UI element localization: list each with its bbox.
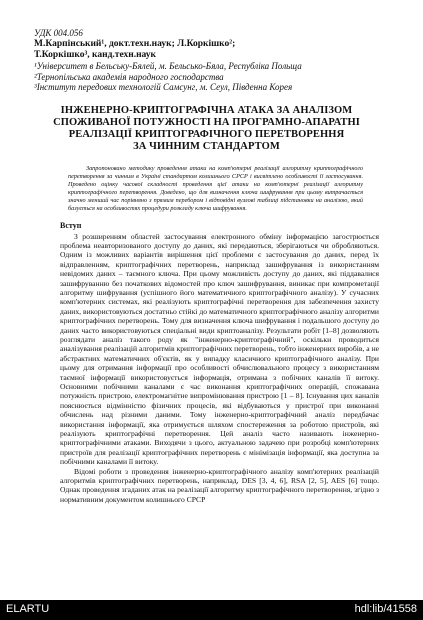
paper-title	[34, 105, 379, 153]
authors-line-1: М.Карпінський¹, докт.техн.наук; Л.Коркішко²;	[34, 39, 236, 49]
paragraph-2: Відомі роботи з проведення інженерно-криптографічного аналізу комп'ютерних реалізацій алгоритмів криптографічних перетворень, наприклад, DES [3, 4, 6], RSA [2, 5], AES [6] тощо. Однак проведення згаданих атак на реалізації алгоритму криптографічного перетворення, згідно з нормативним документом колишнього СРСР	[60, 466, 379, 504]
paragraph-1: З розширенням областей застосування електронного обміну інформацією загострюється проблема неавторизованого доступу до даних, які передаються, зберігаються чи обробляються. Одним із можливих варіантів вирішення цієї проблеми є застосування до даних, перед їх відправленням, криптографічних перетворень, наприклад зашифрування із використанням невідомих даних – таємного ключа. При цьому можливість доступу до даних, які піддавалися зашифруванню без початкових відомостей про ключ зашифрування, виникає при компрометації алгоритму шифрування (успішного його математичного криптографічного аналізу). У сучасних комп'ютерних системах, які реалізують криптографічні перетворення для забезпечення захисту даних, використовуються достатньо стійкі до математичного криптографічного аналізу алгоритми криптографічних перетворень. Тому для визначення ключа шифрування і подальшого доступу до даних часто використовуються спеціальні види криптоаналізу. Результати робіт [1–8] дозволяють розглядати аналіз такого роду як "інженерно-криптографічний", оскільки проводиться аналізування реалізацій алгоритмів криптографічних перетворень, тобто інженерних виробів, а не абстрактних математичних об'єктів, як у випадку класичного криптографічного аналізу. При цьому для отримання інформації про особливості обчислювального процесу з використанням таємної інформації використовується інформація, отримана з побічних каналів її витоку. Основними побічними каналами є час виконання криптографічних операцій, спожавана потужність пристрою, електромагнітне випромінювання пристрою [1 – 8]. Існування цих каналів пояснюється відмінністю фізичних процесів, які відбуваються у пристрої при виконанні обчислень над різними даними. Тому інженерно-криптографічний аналіз передбачає використання інформації, яка отримується шляхом спостереження за роботою пристроїв, які реалізують криптографічні перетворення. Цей аналіз часто називають інженерно-криптографічними атаками. Виходячи з цього, актуальною задачею при розробці комп'ютерних пристроїв для реалізації криптографічних перетворень є мінімізація інформації, яка доступна за побічними каналами її витоку.	[60, 231, 379, 467]
affiliation-2: ²Тернопільська академія народного господарства	[34, 71, 224, 82]
authors-line-2: Т.Коркішко³, канд.техн.наук	[34, 50, 157, 60]
body-text	[60, 232, 379, 505]
title-line-2: СПОЖИВАНОЇ ПОТУЖНОСТІ НА ПРОГРАМНО-АПАРАТНІ	[53, 116, 360, 128]
title-line-4: ЗА ЧИННИМ СТАНДАРТОМ	[133, 140, 280, 152]
abstract: Запропоновано методику проведення атаки на комп'ютерні реалізації алгоритму криптографічного перетворення за чинним в Україні стандартом колишнього СРСР і висвітлено особливості її застосування. Проведено оцінку часової складності проведення цієї атаки на комп'ютерні реалізації алгоритму криптографічного перетворення. Доведено, що для визначення ключа шифрування при цьому витрачається значно менший час порівняно з прямим перебором і відповідні вузлові таблиці підстановки на аналізою, який базується на особливостях процедури розкладу ключа шифрування.	[68, 164, 363, 212]
affiliation-3: ³Інститут передових технологій Самсунг, м. Сеул, Південна Корея	[34, 82, 293, 92]
title-line-3: РЕАЛІЗАЦІЇ КРИПТОГРАФІЧНОГО ПЕРЕТВОРЕННЯ	[68, 128, 345, 140]
footer-handle: hdl:lib/41558	[354, 603, 417, 615]
footer-repository: ELARTU	[6, 603, 50, 615]
affiliation-1: ¹Університет в Бельську-Бялей, м. Бельсько-Бяла, Республіка Польща	[34, 61, 302, 71]
footer-bar	[0, 600, 423, 620]
udk-code: УДК 004.056	[34, 28, 83, 38]
title-line-1: ІНЖЕНЕРНО-КРИПТОГРАФІЧНА АТАКА ЗА АНАЛІЗОМ	[60, 104, 353, 116]
section-title: Вступ	[60, 220, 82, 230]
